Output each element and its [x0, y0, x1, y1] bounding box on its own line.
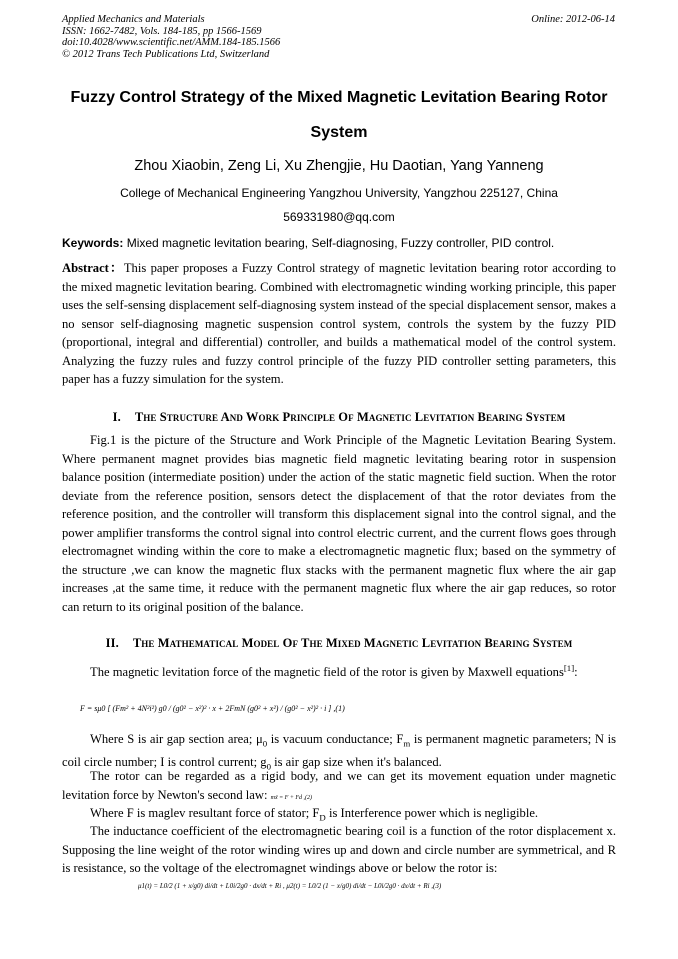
equation-1: F = sμ0 [ (Fm² + 4N²i²) g0 / (g0² − x²)² · x + 2FmN (g0² + x²) / (g0² − x²)² · i ] ,(1) — [80, 704, 345, 713]
equation-2: mẍ = F + Fd ,(2) — [270, 794, 313, 801]
section-1-number: I. — [112, 410, 121, 424]
vars-c: is permanent magnetic parameters; N is coil circle number; I is control current; g — [62, 732, 616, 770]
equation-3: μ1(t) = L0/2 (1 + x/g0) di/dt + L0i/2g0 · dx/dt + Ri , μ2(t) = L0/2 (1 − x/g0) di/dt − L0i/2g0 · dx/dt + Ri ,(3) — [138, 882, 442, 890]
vars-b: is vacuum conductance; F — [267, 732, 404, 746]
journal-name: Applied Mechanics and Materials — [62, 14, 205, 25]
section-2-title: The Mathematical Model Of The Mixed Magnetic Levitation Bearing System — [132, 636, 573, 650]
section-2-heading — [62, 636, 616, 651]
copyright-line: © 2012 Trans Tech Publications Ltd, Switzerland — [62, 48, 270, 60]
maglev-b: is Interference power which is negligible. — [325, 806, 539, 820]
email: 569331980@qq.com — [283, 210, 395, 224]
keywords-text: Mixed magnetic levitation bearing, Self-diagnosing, Fuzzy controller, PID control. — [126, 236, 555, 250]
maglev-a-sub: D — [319, 812, 326, 823]
online-date: Online: 2012-06-14 — [531, 14, 615, 25]
authors: Zhou Xiaobin, Zeng Li, Xu Zhengjie, Hu Daotian, Yang Yanneng — [134, 158, 544, 174]
paragraph-maxwell-text: The magnetic levitation force of the magnetic field of the rotor is given by Maxwell equations — [90, 665, 564, 680]
vars-d: is air gap size when it's balanced. — [270, 755, 442, 770]
paragraph-rigid-body — [62, 767, 616, 807]
abstract — [62, 259, 616, 389]
abstract-label: Abstract： — [62, 261, 124, 275]
section-1-paragraph: Fig.1 is the picture of the Structure and Work Principle of the Magnetic Levitation Bearing System. Where permanent magnet provides bias magnetic field magnetic levitating bearing rotor in suspension balance position (intermediate position) under the action of the static magnetic field suction. When the rotor deviate from the reference position, sensors detect the displacement of that the rotor deviates from the reference position, and the controller will transform this displacement signal into the control signal, and the power amplifier transforms the control signal into control electric current, and the current flows goes through electromagnet winding within the core to make a electromagnetic magnetic flux; based on the symmetry of the structure ,we can know the magnetic flux stacks with the permanent magnetic flux where the air gap increases ,at the same time, it reduce with the permanent magnetic flux where the air gap reduces, so rotor can return to its original position of the balance. — [62, 433, 616, 614]
issn-line: ISSN: 1662-7482, Vols. 184-185, pp 1566-1569 — [62, 25, 262, 37]
maglev-a: Where F is maglev resultant force of stator; F — [90, 806, 320, 820]
vars-c-sub: 0 — [266, 761, 271, 772]
affiliation: College of Mechanical Engineering Yangzhou University, Yangzhou 225127, China — [120, 186, 558, 200]
vars-b-sub: m — [403, 738, 411, 749]
paragraph-inductance: The inductance coefficient of the electromagnetic bearing coil is a function of the rotor displacement x. Supposing the line weight of the rotor winding wires up and down and circle number are symmetrical, and R is resistance, so the voltage of the electromagnet windings above or below the rotor is: — [62, 824, 616, 875]
section-1-heading — [62, 410, 616, 425]
paper-title-line2: System — [310, 124, 368, 141]
citation-ref: [1] — [563, 663, 575, 673]
keywords-label: Keywords: — [62, 236, 124, 250]
doi-line: doi:10.4028/www.scientific.net/AMM.184-185.1566 — [62, 37, 281, 48]
vars-a: Where S is air gap section area; μ — [90, 732, 263, 746]
paper-title-line1: Fuzzy Control Strategy of the Mixed Magnetic Levitation Bearing Rotor — [70, 89, 608, 106]
paragraph-maxwell — [62, 659, 616, 682]
keywords — [62, 236, 616, 250]
section-2-number: II. — [105, 636, 119, 650]
abstract-text: This paper proposes a Fuzzy Control strategy of magnetic levitation bearing rotor according to the mixed magnetic levitation bearing. Combined with electromagnetic winding working principle, this paper uses the self-sensing displacement self-diagnosing system instead of the special displacement sensor, makes a no sensor self-diagnosing magnetic suspension control system, controls the system by the fuzzy PID (proportional, integral and differential) controller, and builds a mathematical model of the control system. Analyzing the fuzzy rules and fuzzy control principle of the fuzzy PID controller setting parameters, this paper has a fuzzy simulation for the system. — [62, 261, 616, 386]
vars-a-sub: 0 — [262, 738, 268, 749]
section-1-title: The Structure And Work Principle Of Magnetic Levitation Bearing System — [134, 410, 566, 424]
rigid-body-text: The rotor can be regarded as a rigid body, and we can get its movement equation under magnetic levitation force by Newton's second law: — [62, 769, 616, 802]
paragraph-maxwell-end: : — [574, 665, 578, 680]
